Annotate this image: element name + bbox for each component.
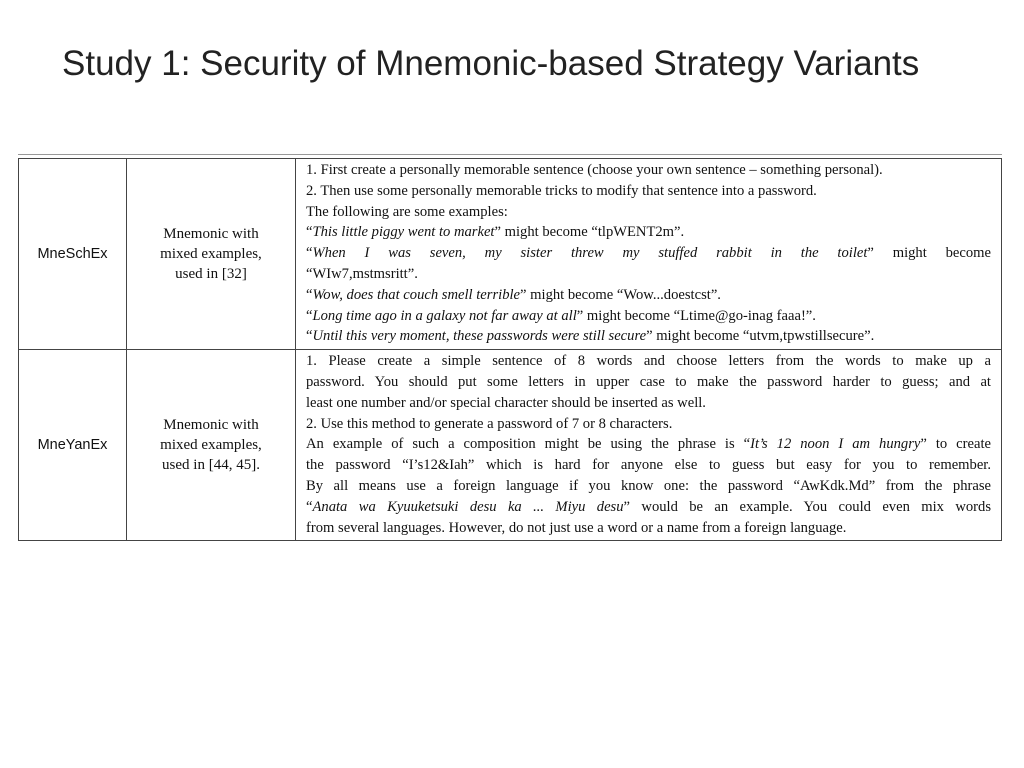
- strategy-instructions-cell: [296, 159, 1002, 350]
- example-line: “When I was seven, my sister threw my stuffed rabbit in the toilet” might become: [306, 245, 991, 262]
- strategy-name-cell: MneSchEx: [19, 159, 127, 350]
- instruction-line: By all means use a foreign language if you know one: the password “AwKdk.Md” from the phrase: [306, 477, 991, 494]
- strategy-instructions-cell: [296, 350, 1002, 541]
- instruction-line: password. You should put some letters in upper case to make the password harder to guess; and at: [306, 373, 991, 390]
- description-line: mixed examples,: [160, 437, 262, 454]
- example-line: “Wow, does that couch smell terrible” might become “Wow...doestcst”.: [306, 286, 721, 303]
- example-line: “This little piggy went to market” might become “tlpWENT2m”.: [306, 224, 685, 241]
- instruction-text: ” would be an example. You could even mix words: [623, 498, 991, 515]
- instruction-line: least one number and/or special character should be inserted as well.: [306, 394, 706, 411]
- instruction-line: The following are some examples:: [306, 203, 508, 220]
- strategy-description-cell: [127, 159, 296, 350]
- strategy-table-container: [18, 154, 1002, 541]
- example-phrase: Wow, does that couch smell terrible: [312, 286, 521, 303]
- example-phrase: Anata wa Kyuuketsuki desu ka ... Miyu desu: [312, 498, 624, 515]
- example-result: ” might become “utvm,tpwstillsecure”.: [646, 328, 875, 345]
- example-phrase: Until this very moment, these passwords were still secure: [312, 328, 647, 345]
- table-row-mneschex: [19, 159, 1002, 350]
- instruction-line: 1. First create a personally memorable sentence (choose your own sentence – something personal).: [306, 162, 883, 178]
- strategy-description-cell: [127, 350, 296, 541]
- example-phrase: Long time ago in a galaxy not far away at all: [312, 307, 577, 324]
- slide-title: Study 1: Security of Mnemonic-based Strategy Variants: [62, 44, 920, 83]
- example-result: ” might become “Wow...doestcst”.: [520, 286, 721, 303]
- description-line: used in [32]: [175, 266, 247, 283]
- example-phrase: When I was seven, my sister threw my stuffed rabbit in the toilet: [312, 245, 868, 262]
- description-line: Mnemonic with: [163, 226, 259, 243]
- strategy-name-cell: MneYanEx: [19, 350, 127, 541]
- instruction-text: An example of such a composition might be using the phrase is “: [306, 436, 751, 453]
- description-line: Mnemonic with: [163, 417, 259, 434]
- example-result: ” might become: [867, 245, 991, 262]
- example-line-continued: “WIw7,mstmsritt”.: [306, 265, 418, 282]
- description-line: used in [44, 45].: [162, 457, 260, 474]
- example-result: ” might become “tlpWENT2m”.: [494, 224, 685, 241]
- instruction-text: ” to create: [920, 436, 991, 453]
- instruction-line: [306, 434, 991, 455]
- example-result: ” might become “Ltime@go-inag faaa!”.: [576, 307, 816, 324]
- example-phrase: This little piggy went to market: [312, 224, 495, 241]
- instruction-line: “Anata wa Kyuuketsuki desu ka ... Miyu desu” would be an example. You could even mix words: [306, 498, 991, 515]
- instruction-line: 1. Please create a simple sentence of 8 words and choose letters from the words to make up a: [306, 353, 991, 370]
- instruction-line: the password “I’s12&Iah” which is hard for anyone else to guess but easy for you to remember.: [306, 457, 991, 474]
- description-line: mixed examples,: [160, 246, 262, 263]
- example-line: “Long time ago in a galaxy not far away at all” might become “Ltime@go-inag faaa!”.: [306, 307, 816, 324]
- example-line: “Until this very moment, these passwords were still secure” might become “utvm,tpwstillsecure”.: [306, 328, 875, 345]
- example-phrase: It’s 12 noon I am hungry: [750, 436, 921, 453]
- instruction-line: 2. Then use some personally memorable tricks to modify that sentence into a password.: [306, 182, 817, 199]
- table-row-mneyanex: [19, 350, 1002, 541]
- strategy-table: [18, 158, 1002, 541]
- instruction-line: 2. Use this method to generate a password of 7 or 8 characters.: [306, 415, 673, 432]
- instruction-line: from several languages. However, do not just use a word or a name from a foreign language.: [306, 519, 847, 536]
